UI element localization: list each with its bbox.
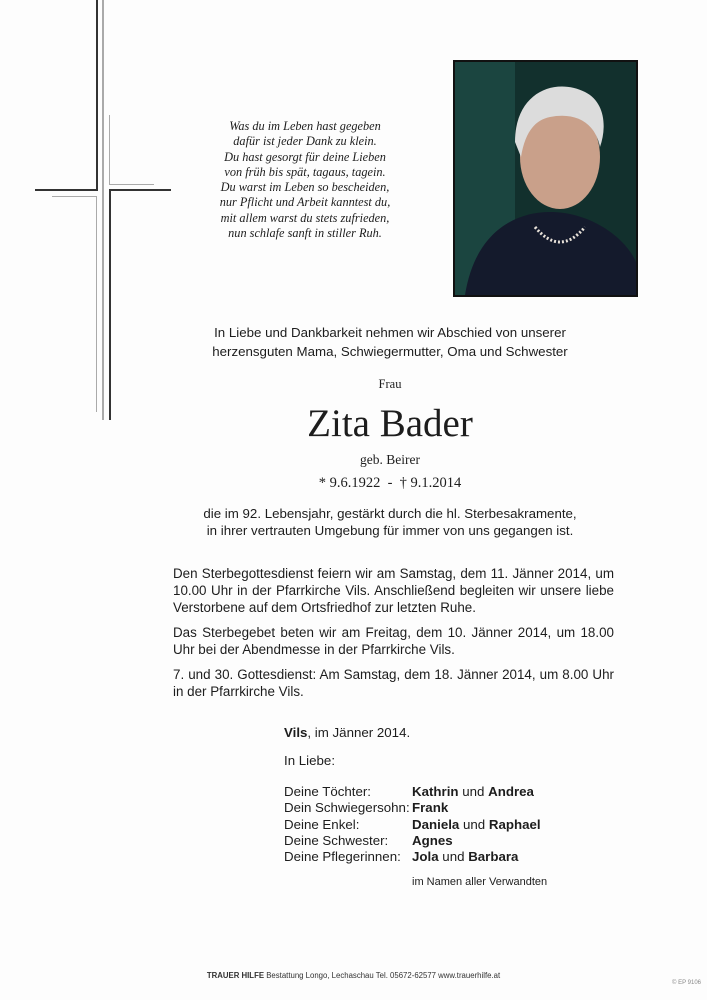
intro-line: In Liebe und Dankbarkeit nehmen wir Abschied von unserer — [214, 325, 566, 340]
relation: Dein Schwiegersohn: — [284, 800, 410, 816]
memorial-mass-paragraph: 7. und 30. Gottesdienst: Am Samstag, dem 18. Jänner 2014, um 8.00 Uhr in der Pfarrkirche Vils. — [173, 667, 614, 699]
relation: Deine Enkel: — [284, 816, 360, 832]
relation: Deine Schwester: — [284, 832, 389, 848]
joiner: und — [458, 784, 489, 799]
mourner-name: Frank — [412, 800, 449, 816]
footer-text: Bestattung Longo, Lechaschau Tel. 05672-62577 www.trauerhilfe.at — [264, 971, 501, 980]
portrait-photo — [453, 60, 638, 297]
mourner-name: Andrea — [488, 784, 534, 799]
life-dates: * 9.6.1922 - † 9.1.2014 — [318, 475, 462, 491]
poem-line: Du warst im Leben so bescheiden, — [220, 180, 390, 195]
death-notice — [160, 505, 620, 539]
service-info — [173, 565, 614, 708]
deceased-name: Zita Bader — [307, 402, 473, 445]
place-date — [284, 725, 410, 740]
poem — [190, 119, 420, 241]
mourner-name: Agnes — [412, 832, 453, 848]
poem-line: von früh bis spät, tagaus, tagein. — [224, 164, 386, 179]
date: , im Jänner 2014. — [307, 725, 411, 740]
maiden-name: geb. Beirer — [360, 452, 420, 467]
place: Vils — [284, 725, 308, 740]
footer-brand: TRAUER HILFE — [206, 971, 265, 980]
poem-line: Was du im Leben hast gegeben — [229, 119, 381, 133]
family-row — [284, 817, 541, 833]
intro-text — [160, 323, 620, 361]
poem-line: mit allem warst du stets zufrieden, — [220, 210, 390, 225]
joiner: und — [459, 816, 489, 832]
relation: Deine Töchter: — [284, 784, 371, 799]
family-row — [284, 800, 541, 816]
joiner: und — [438, 849, 469, 865]
poem-line: nur Pflicht und Arbeit kanntest du, — [219, 195, 391, 210]
poem-line: nun schlafe sanft in stiller Ruh. — [228, 226, 382, 241]
family-list — [284, 784, 541, 865]
mourner-name: Kathrin — [412, 784, 459, 799]
mourner-name: Jola — [412, 849, 439, 865]
mourner-name: Daniela — [412, 816, 460, 832]
footer — [0, 971, 707, 980]
death-notice-line: die im 92. Lebensjahr, gestärkt durch die hl. Sterbesakramente, — [203, 506, 577, 521]
death-notice-line: in ihrer vertrauten Umgebung für immer von uns gegangen ist. — [206, 523, 574, 538]
intro-line: herzensguten Mama, Schwiegermutter, Oma und Schwester — [212, 344, 568, 359]
prayer-paragraph: Das Sterbegebet beten wir am Freitag, dem 10. Jänner 2014, um 18.00 Uhr bei der Abendmesse in der Pfarrkirche Vils. — [173, 625, 614, 657]
salutation: Frau — [378, 377, 402, 391]
family-row — [284, 833, 541, 849]
mourner-name: Raphael — [488, 816, 541, 832]
poem-line: Du hast gesorgt für deine Lieben — [224, 149, 386, 164]
family-row — [284, 784, 541, 800]
family-row — [284, 849, 541, 865]
mourner-name: Barbara — [468, 849, 519, 865]
footer-code: © EP 9106 — [672, 980, 701, 986]
poem-line: dafür ist jeder Dank zu klein. — [233, 134, 377, 149]
funeral-service-paragraph: Den Sterbegottesdienst feiern wir am Samstag, dem 11. Jänner 2014, um 10.00 Uhr in der Pfarrkirche Vils. Anschließend begleiten wir unsere liebe Verstorbene auf dem Ortsfriedhof zur letzten Ruhe. — [173, 566, 614, 615]
relatives-note: im Namen aller Verwandten — [412, 876, 548, 888]
in-love-label: In Liebe: — [284, 753, 336, 768]
relation: Deine Pflegerinnen: — [284, 849, 401, 865]
